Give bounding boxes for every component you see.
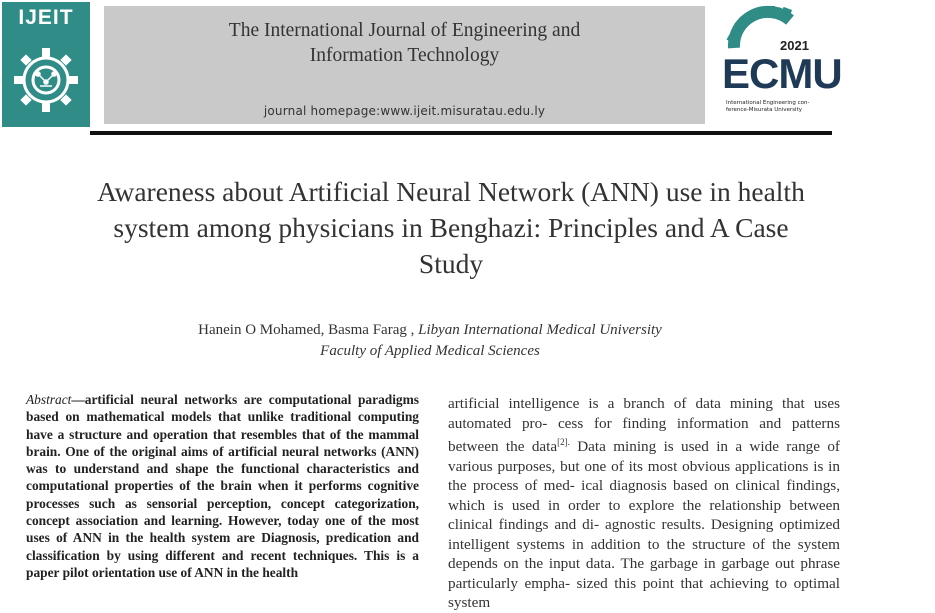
paper-title-line3: Study xyxy=(418,248,484,279)
author-names: Hanein O Mohamed, Basma Farag , xyxy=(198,322,415,338)
author-block xyxy=(0,320,860,362)
abstract-text: —artificial neural networks are computational paradigms based on mathematical models that unlike traditional computing have a structure and operation that resembles that of the mammal brain. One of the original aims of artificial neural networks (ANN) was to understand and shape the functional characteristics and computational properties of the brain when it performs cognitive processes such as sensorial perception, concept categorization, concept association and learning. However, today one of the most uses of ANN in the health system are Diagnosis, predication and classification by using different and recent techniques. This is a paper pilot orientation use of ANN in the health xyxy=(26,392,419,580)
affiliation-faculty: Faculty of Applied Medical Sciences xyxy=(320,343,540,359)
author-line xyxy=(0,320,860,341)
abstract-label: Abstract xyxy=(26,392,72,407)
paper-title-line2: system among physicians in Benghazi: Principles and A Case xyxy=(113,212,789,243)
paper-title-line1: Awareness about Artificial Neural Network (ANN) use in health xyxy=(97,176,805,207)
gear-circuit-icon xyxy=(10,38,82,118)
body-paragraph xyxy=(448,394,840,613)
journal-homepage: journal homepage:www.ijeit.misuratau.edu.ly xyxy=(263,104,546,118)
journal-title-line1: The International Journal of Engineering and xyxy=(228,20,581,41)
body-text-part1: artificial intelligence is a branch of data mining that uses automated pro- cess for finding information and patterns between the data xyxy=(448,395,840,456)
ecmu-year: 2021 xyxy=(780,38,809,53)
ecmu-caption: International Engineering con-ference-Misurata University xyxy=(726,100,810,113)
citation-ref: [2]. xyxy=(557,437,570,447)
journal-title xyxy=(104,18,705,68)
affiliation-university: Libyan International Medical University xyxy=(418,322,662,338)
header-divider xyxy=(90,131,832,135)
paper-title xyxy=(30,174,872,282)
ijeit-logo xyxy=(2,2,90,127)
journal-title-line2: Information Technology xyxy=(309,45,500,66)
ecmu-logo xyxy=(720,0,842,128)
journal-banner xyxy=(104,6,705,124)
ecmu-name: ECMU xyxy=(722,50,842,97)
body-text-part2: Data mining is used in a wide range of various purposes, but one of its most obvious applications is in the process of med- ical diagnosis based on clinical findings, which is used in order to explore the relationship between clinical findings and di- agnostic results. Designing optimized intelligent systems in addition to the structure of the system depends on the input data. The garbage in garbage out phrase particularly empha- sized this point that achieving to optimal system xyxy=(448,438,840,612)
abstract xyxy=(26,391,419,581)
ijeit-logo-text: IJEIT xyxy=(18,6,74,29)
